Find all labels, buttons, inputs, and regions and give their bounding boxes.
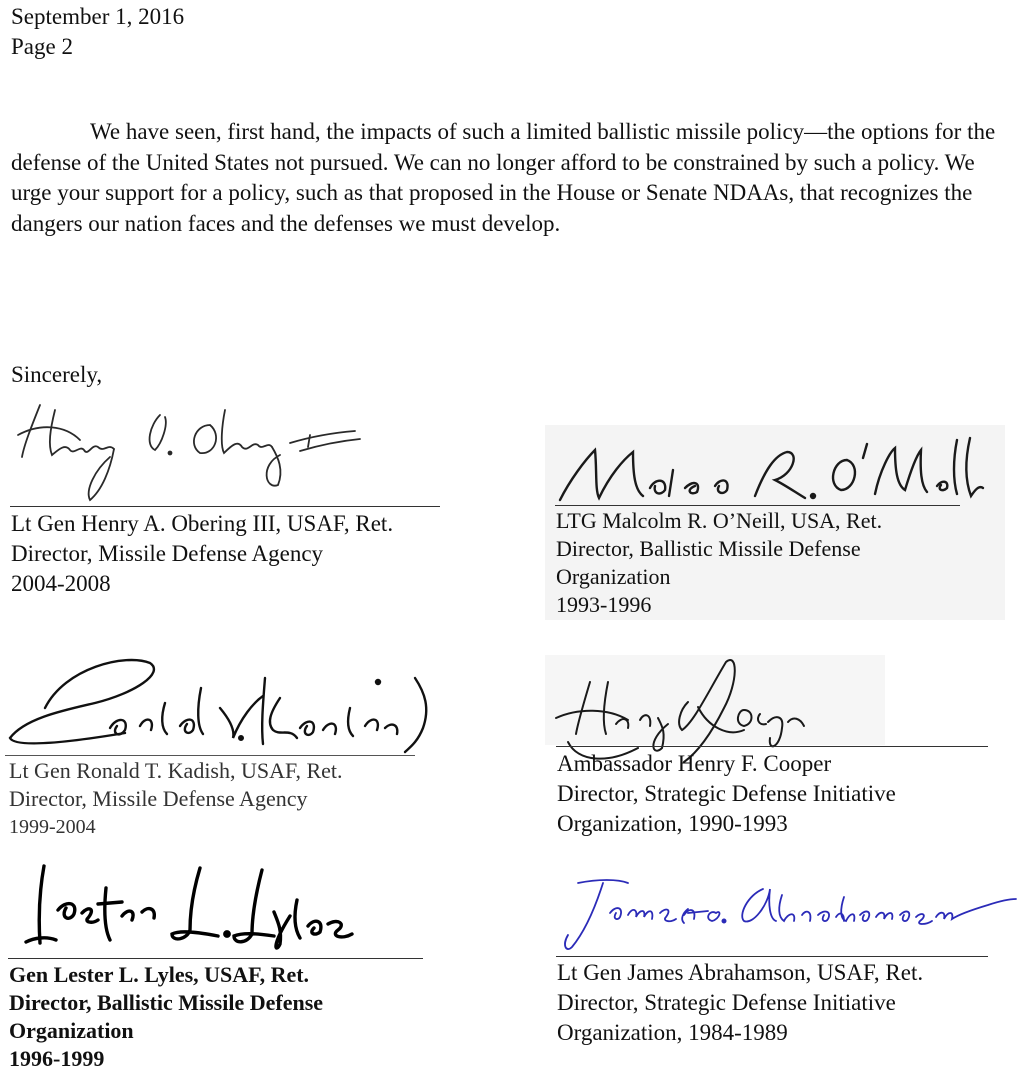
signatory-name: LTG Malcolm R. O’Neill, USA, Ret.: [556, 508, 883, 533]
closing: Sincerely,: [11, 362, 103, 387]
signatory-name: Ambassador Henry F. Cooper: [557, 751, 832, 776]
signature-abrahamson: [548, 875, 1018, 955]
signatory-kadish: [9, 757, 343, 841]
signatory-lyles: [9, 961, 323, 1073]
signatory-title-cont: Organization: [556, 564, 671, 589]
signatory-obering: [11, 509, 393, 599]
signature-line-cooper: [556, 746, 988, 747]
signatory-years: 1999-2004: [9, 816, 96, 838]
body-paragraph: We have seen, first hand, the impacts of such a limited ballistic missile policy—the options for the defense of the United States not pursued. We can no longer afford to be constrained by such a policy. We urge your support for a policy, such as that proposed in the House or Senate NDAAs, that recognizes the dangers our nation faces and the defenses we must develop.: [11, 119, 996, 236]
page-number: Page 2: [11, 34, 73, 59]
signatory-title-cont: Organization: [9, 1018, 134, 1043]
signatory-title: Director, Ballistic Missile Defense: [556, 536, 861, 561]
signatory-name: Lt Gen Henry A. Obering III, USAF, Ret.: [11, 511, 394, 536]
signatory-title-cont: Organization, 1990-1993: [557, 811, 788, 836]
signature-line-abrahamson: [556, 956, 988, 957]
signature-line-oneill: [555, 505, 960, 506]
signature-line-kadish: [5, 755, 415, 756]
signature-lyles: [22, 848, 362, 958]
signatory-name: Lt Gen Ronald T. Kadish, USAF, Ret.: [9, 758, 343, 783]
signatory-name: Gen Lester L. Lyles, USAF, Ret.: [9, 962, 310, 987]
signature-line-lyles: [8, 958, 423, 959]
signatory-title-cont: Organization, 1984-1989: [557, 1020, 788, 1045]
letter-date: September 1, 2016: [11, 4, 185, 29]
signatory-title: Director, Ballistic Missile Defense: [9, 990, 324, 1015]
signatory-title: Director, Missile Defense Agency: [11, 541, 324, 566]
signature-kadish: [5, 648, 435, 758]
signatory-years: 1996-1999: [9, 1046, 105, 1071]
signatory-title: Director, Strategic Defense Initiative: [557, 990, 896, 1015]
signatory-name: Lt Gen James Abrahamson, USAF, Ret.: [557, 960, 924, 985]
signature-obering: [10, 395, 370, 505]
signature-oneill: [555, 430, 985, 510]
signature-line-obering: [10, 506, 440, 507]
signatory-title: Director, Missile Defense Agency: [9, 786, 308, 811]
signatory-oneill: [556, 507, 882, 619]
signatory-years: 1993-1996: [556, 592, 652, 617]
signatory-cooper: [557, 749, 896, 839]
signatory-title: Director, Strategic Defense Initiative: [557, 781, 896, 806]
signatory-years: 2004-2008: [11, 571, 111, 596]
signatory-abrahamson: [557, 958, 923, 1048]
